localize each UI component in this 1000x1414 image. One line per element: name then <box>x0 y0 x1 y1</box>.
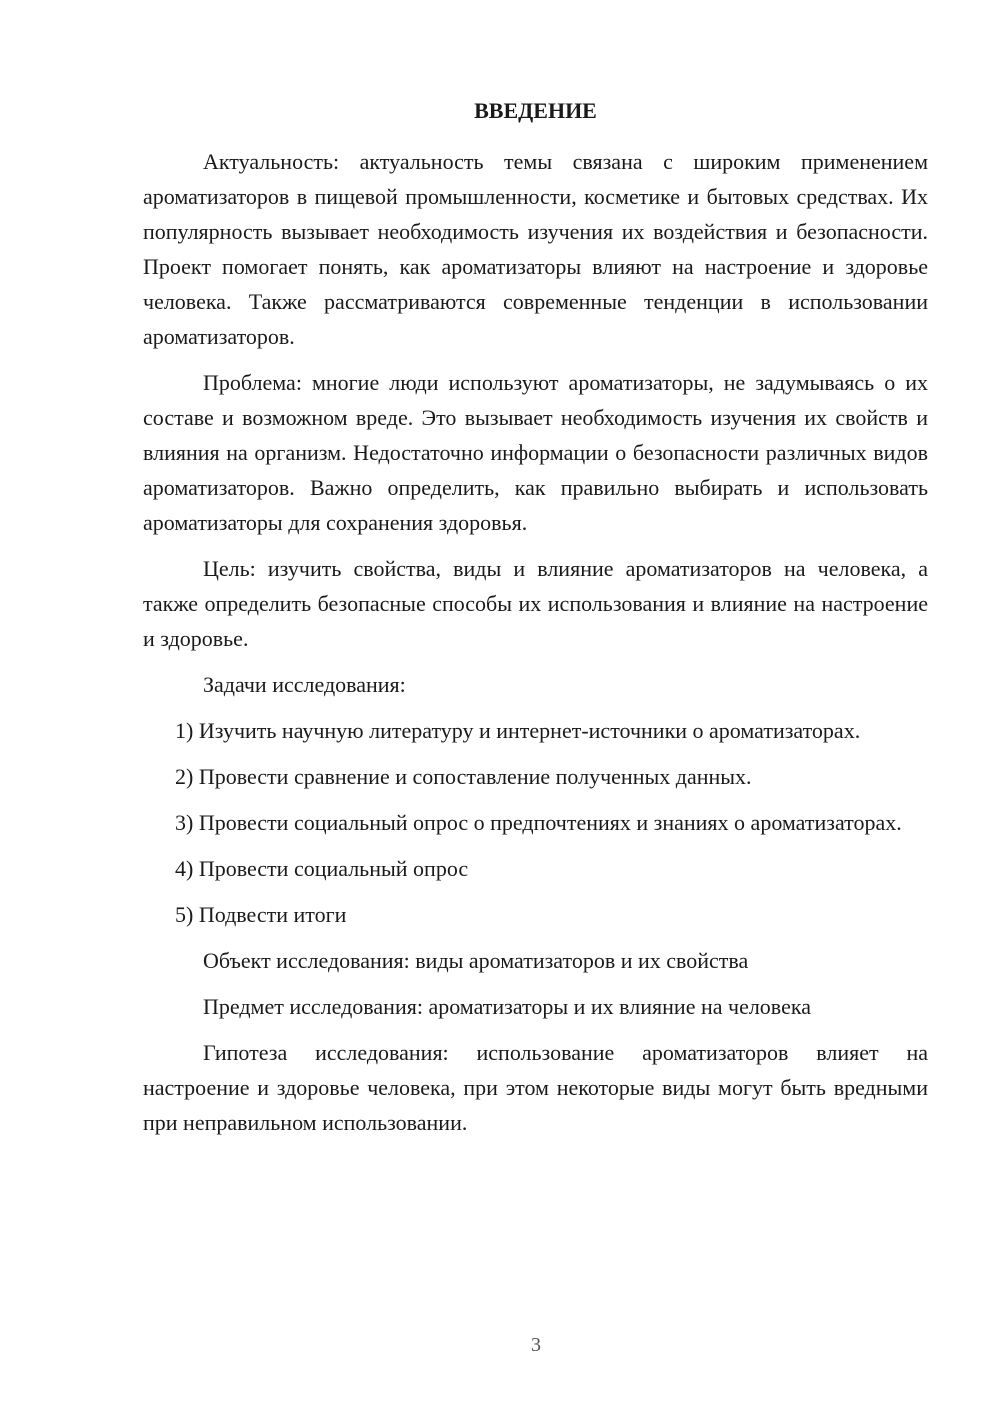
hypothesis-paragraph: Гипотеза исследования: использование ароматизаторов влияет на настроение и здоровье человека, при этом некоторые виды могут быть вредными при неправильном использовании. <box>143 1040 928 1135</box>
problem-paragraph: Проблема: многие люди используют ароматизаторы, не задумываясь о их составе и возможном вреде. Это вызывает необходимость изучения их свойств и влияния на организм. Недостаточно информации о безопасности различных видов ароматизаторов. Важно определить, как правильно выбирать и использовать ароматизаторы для сохранения здоровья. <box>143 370 928 535</box>
document-page <box>143 96 928 1151</box>
page-title: ВВЕДЕНИЕ <box>474 98 597 123</box>
task-item-1: 1) Изучить научную литературу и интернет-источники о ароматизаторах. <box>175 718 861 743</box>
goal-paragraph: Цель: изучить свойства, виды и влияние ароматизаторов на человека, а также определить безопасные способы их использования и влияние на настроение и здоровье. <box>143 556 928 651</box>
task-item-5: 5) Подвести итоги <box>175 902 347 927</box>
subject-paragraph: Предмет исследования: ароматизаторы и их влияние на человека <box>203 994 811 1019</box>
page-number: 3 <box>531 1334 541 1356</box>
task-item-2: 2) Провести сравнение и сопоставление полученных данных. <box>175 764 752 789</box>
tasks-heading: Задачи исследования: <box>203 672 406 697</box>
task-item-4: 4) Провести социальный опрос <box>175 856 469 881</box>
relevance-paragraph: Актуальность: актуальность темы связана с широким применением ароматизаторов в пищевой промышленности, косметике и бытовых средствах. Их популярность вызывает необходимость изучения их воздействия и безопасности. Проект помогает понять, как ароматизаторы влияют на настроение и здоровье человека. Также рассматриваются современные тенденции в использовании ароматизаторов. <box>143 149 928 349</box>
task-item-3: 3) Провести социальный опрос о предпочтениях и знаниях о ароматизаторах. <box>175 810 902 835</box>
object-paragraph: Объект исследования: виды ароматизаторов и их свойства <box>203 948 749 973</box>
